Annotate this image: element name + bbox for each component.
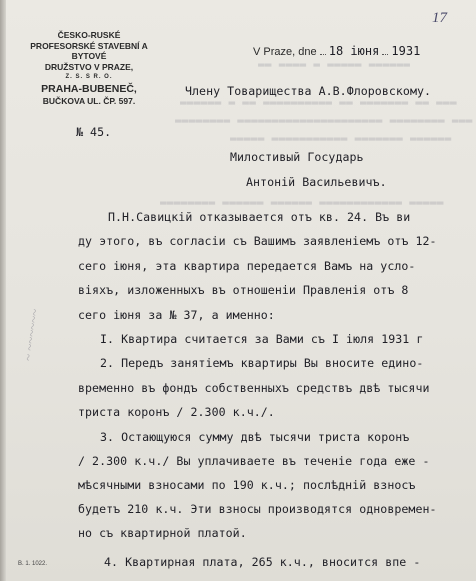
reference-number: № 45. [76,125,112,139]
body-line: П.Н.Савицкiй отказывается отъ кв. 24. Въ ви [108,210,411,224]
addressee-line: Члену Товарищества А.В.Флоровскому. [185,84,432,98]
body-line: 2. Передъ занятiемъ квартиры Вы вносите едино- [100,356,424,370]
dateline-prefix: V Praze, dne [253,46,317,58]
body-line: временно въ фондъ собственныхъ средствъ двѣ тысячи [78,381,430,395]
bleed-through-text: ▬▬▬▬▬ ▬▬▬▬▬▬▬▬▬▬▬ ▬▬▬▬▬▬▬ ▬▬▬▬▬▬ [230,132,452,145]
letterhead-address: BUČKOVA UL. ČP. 597. [42,95,136,106]
body-line: 3. Остающуюся сумму двѣ тысячи триста коронъ [100,430,410,444]
letterhead-line: ČESKO-RUSKÉ [57,30,121,40]
body-line: мѣсячными взносами по 190 к.ч.; послѣднiй взносъ [78,478,416,492]
dateline [253,44,420,58]
letterhead-line: PROFESORSKÉ STAVEBNÍ A BYTOVÉ [30,40,148,61]
letterhead-line: Z. S. S R. O. [65,74,113,80]
bleed-through-text: ▬▬▬▬▬▬▬▬ ▬▬▬▬▬▬▬▬▬▬▬▬▬▬▬▬▬▬▬▬▬ ▬▬▬▬▬▬▬▬ ▬▬▬ [175,114,473,127]
body-line: но съ квартирной платой. [78,526,247,540]
body-line: ду этого, въ согласiи съ Вашимъ заявленiемъ отъ 12- [78,234,437,248]
handwritten-page-number: 17 [432,10,447,26]
bleed-through-text: ▬▬▬▬▬▬ ▬ ▬▬ ▬▬▬▬▬▬▬▬▬▬ ▬▬ ▬▬▬▬▬▬▬ ▬▬ ▬▬▬ [180,96,457,109]
margin-pencil-note: ~ ~~~~~~ [20,308,43,363]
dateline-year: 1931 [391,44,421,58]
body-line: / 2.300 к.ч./ Вы уплачиваете въ теченiе года еже - [78,454,430,468]
dateline-day-month: 18 іюня [328,44,380,58]
body-line: 4. Квартирная плата, 265 к.ч., вносится впе - [104,555,421,569]
letterhead [14,30,164,106]
salutation: Милостивый Государь [230,150,364,164]
body-line: будетъ 210 к.ч. Эти взносы производятся одновремен- [78,502,437,516]
body-line: I. Квартира считается за Вами съ I iюля 1931 г [100,332,424,346]
body-line: сего iюня, эта квартира передается Вамъ на усло- [78,259,416,273]
body-line: вiяхъ, изложенныхъ въ отношенiи Правленiя отъ 8 [78,283,409,297]
letterhead-line: DRUŽSTVO V PRAZE, [44,61,134,72]
form-code: B. 1. 1022. [18,561,48,567]
body-line: триста коронъ / 2.300 к.ч./. [78,405,275,419]
salutation-name: Антонiй Васильевичъ. [246,175,387,189]
letterhead-city: PRAHA-BUBENEČ, [41,82,137,95]
body-line: сего iюня за № 37, а именно: [78,308,275,322]
bleed-through-text: ▬▬▬▬▬▬▬▬ ▬▬▬▬▬▬ ▬▬▬▬▬▬ ▬▬▬▬▬▬▬▬▬▬▬▬ ▬▬▬▬▬ [160,196,444,209]
bleed-through-text: ▬▬ ▬▬▬▬ ▬ ▬▬▬▬▬ ▬▬▬▬▬▬ [258,58,411,71]
